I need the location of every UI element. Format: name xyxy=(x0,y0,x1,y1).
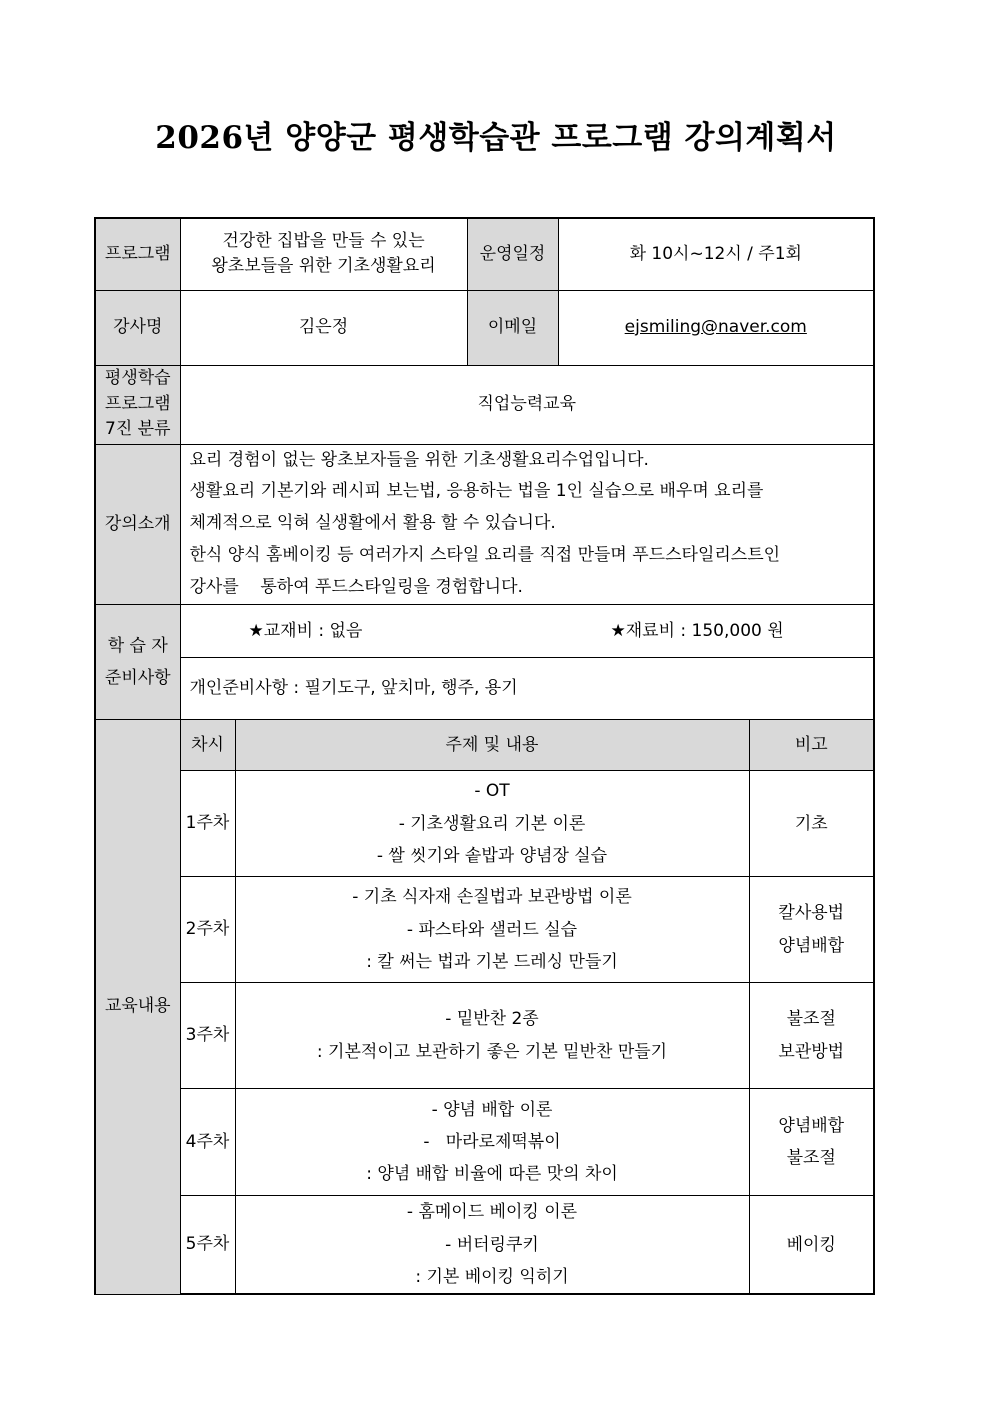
personal-prep-cell xyxy=(180,658,874,720)
content-line: : 칼 써는 법과 기본 드레싱 만들기 xyxy=(366,951,618,972)
session-number: 5주차 xyxy=(185,1233,230,1254)
session-number: 4주차 xyxy=(185,1131,230,1152)
instructor-name-cell xyxy=(180,290,467,365)
ingredients-cost: ★재료비 : 150,000 원 xyxy=(610,620,784,641)
personal-prep: 개인준비사항 : 필기도구, 앞치마, 행주, 용기 xyxy=(189,678,518,699)
content-line: : 기본 베이킹 익히기 xyxy=(415,1266,569,1287)
note-line: 기초 xyxy=(794,813,828,834)
content-cell xyxy=(235,983,749,1089)
content-cell xyxy=(235,877,749,983)
content-cell xyxy=(235,1196,749,1294)
prep-label-line: 준비사항 xyxy=(104,668,171,689)
note-header-cell xyxy=(749,720,874,771)
note-line: 보관방법 xyxy=(778,1041,845,1062)
note-header: 비고 xyxy=(794,734,828,755)
materials-cost: ★교재비 : 없음 xyxy=(248,620,363,641)
category-value: 직업능력교육 xyxy=(477,393,577,414)
program-label: 프로그램 xyxy=(104,243,171,264)
note-line: 칼사용법 xyxy=(778,903,845,924)
intro-line: 강사를 통하여 푸드스타일링을 경험합니다. xyxy=(189,577,523,598)
schedule-value: 화 10시~12시 / 주1회 xyxy=(629,243,802,264)
session-cell xyxy=(180,1196,235,1294)
category-label-line: 평생학습 xyxy=(104,368,171,389)
session-header: 차시 xyxy=(191,734,224,755)
note-cell xyxy=(749,877,874,983)
note-cell xyxy=(749,983,874,1089)
intro-label-cell xyxy=(95,444,180,605)
content-cell xyxy=(235,771,749,877)
curriculum-label: 교육내용 xyxy=(104,996,171,1017)
session-number: 3주차 xyxy=(185,1025,230,1046)
category-label-cell xyxy=(95,365,180,444)
content-line: - 버터링쿠키 xyxy=(445,1234,539,1255)
content-line: - 홈메이드 베이킹 이론 xyxy=(406,1202,578,1223)
content-line: : 기본적이고 보관하기 좋은 기본 밑반찬 만들기 xyxy=(316,1041,668,1062)
content-line: - 기초 식자재 손질법과 보관방법 이론 xyxy=(352,887,632,908)
category-label-line: 7진 분류 xyxy=(105,419,171,440)
note-line: 양념배합 xyxy=(778,1115,845,1136)
lecture-plan-table xyxy=(94,217,875,1295)
note-line: 불조절 xyxy=(786,1009,836,1030)
intro-line: 요리 경험이 없는 왕초보자들을 위한 기초생활요리수업입니다. xyxy=(189,449,649,470)
session-number: 1주차 xyxy=(185,813,230,834)
intro-line: 생활요리 기본기와 레시피 보는법, 응용하는 법을 1인 실습으로 배우며 요리를 xyxy=(189,481,764,502)
content-line: - 파스타와 샐러드 실습 xyxy=(406,919,578,940)
content-line: - OT xyxy=(474,781,510,802)
intro-label: 강의소개 xyxy=(104,513,171,534)
note-line: 베이킹 xyxy=(786,1234,836,1255)
category-label-line: 프로그램 xyxy=(104,393,171,414)
intro-line: 한식 양식 홈베이킹 등 여러가지 스타일 요리를 직접 만들며 푸드스타일리스트인 xyxy=(189,545,781,566)
intro-line: 체계적으로 익혀 실생활에서 활용 할 수 있습니다. xyxy=(189,513,556,534)
instructor-label-cell xyxy=(95,290,180,365)
content-line: - 쌀 씻기와 솥밥과 양념장 실습 xyxy=(376,845,608,866)
content-cell xyxy=(235,1089,749,1196)
program-name-cell xyxy=(180,218,467,290)
note-cell xyxy=(749,1089,874,1196)
prep-label-line: 학 습 자 xyxy=(107,635,168,656)
content-header-cell xyxy=(235,720,749,771)
session-cell xyxy=(180,877,235,983)
content-line: : 양념 배합 비율에 따른 맛의 차이 xyxy=(366,1164,618,1185)
note-line: 불조절 xyxy=(786,1148,836,1169)
instructor-name: 김은정 xyxy=(298,316,349,337)
program-name-line: 건강한 집밥을 만들 수 있는 xyxy=(222,230,425,251)
content-line: - 양념 배합 이론 xyxy=(431,1099,553,1120)
prep-label-cell xyxy=(95,605,180,720)
email-label-cell xyxy=(467,290,558,365)
session-number: 2주차 xyxy=(185,919,230,940)
session-cell xyxy=(180,983,235,1089)
note-cell xyxy=(749,771,874,877)
session-header-cell xyxy=(180,720,235,771)
program-label-cell xyxy=(95,218,180,290)
note-cell xyxy=(749,1196,874,1294)
email-link[interactable]: ejsmiling@naver.com xyxy=(624,316,807,337)
schedule-label: 운영일정 xyxy=(479,243,546,264)
intro-text-cell xyxy=(180,444,874,605)
email-value-cell xyxy=(558,290,874,365)
session-cell xyxy=(180,1089,235,1196)
session-cell xyxy=(180,771,235,877)
instructor-label: 강사명 xyxy=(113,316,163,337)
email-label: 이메일 xyxy=(487,316,538,337)
category-value-cell xyxy=(180,365,874,444)
schedule-label-cell xyxy=(467,218,558,290)
curriculum-label-cell xyxy=(95,720,180,1294)
program-name-line: 왕초보들을 위한 기초생활요리 xyxy=(211,256,436,277)
schedule-value-cell xyxy=(558,218,874,290)
content-header: 주제 및 내용 xyxy=(445,734,539,755)
content-line: - 기초생활요리 기본 이론 xyxy=(398,813,586,834)
document-title: 2026년 양양군 평생학습관 프로그램 강의계획서 xyxy=(155,120,837,156)
content-line: - 밑반찬 2종 xyxy=(445,1009,539,1030)
prep-costs-cell xyxy=(180,605,874,658)
note-line: 양념배합 xyxy=(778,935,845,956)
content-line: - 마라로제떡볶이 xyxy=(423,1132,561,1153)
